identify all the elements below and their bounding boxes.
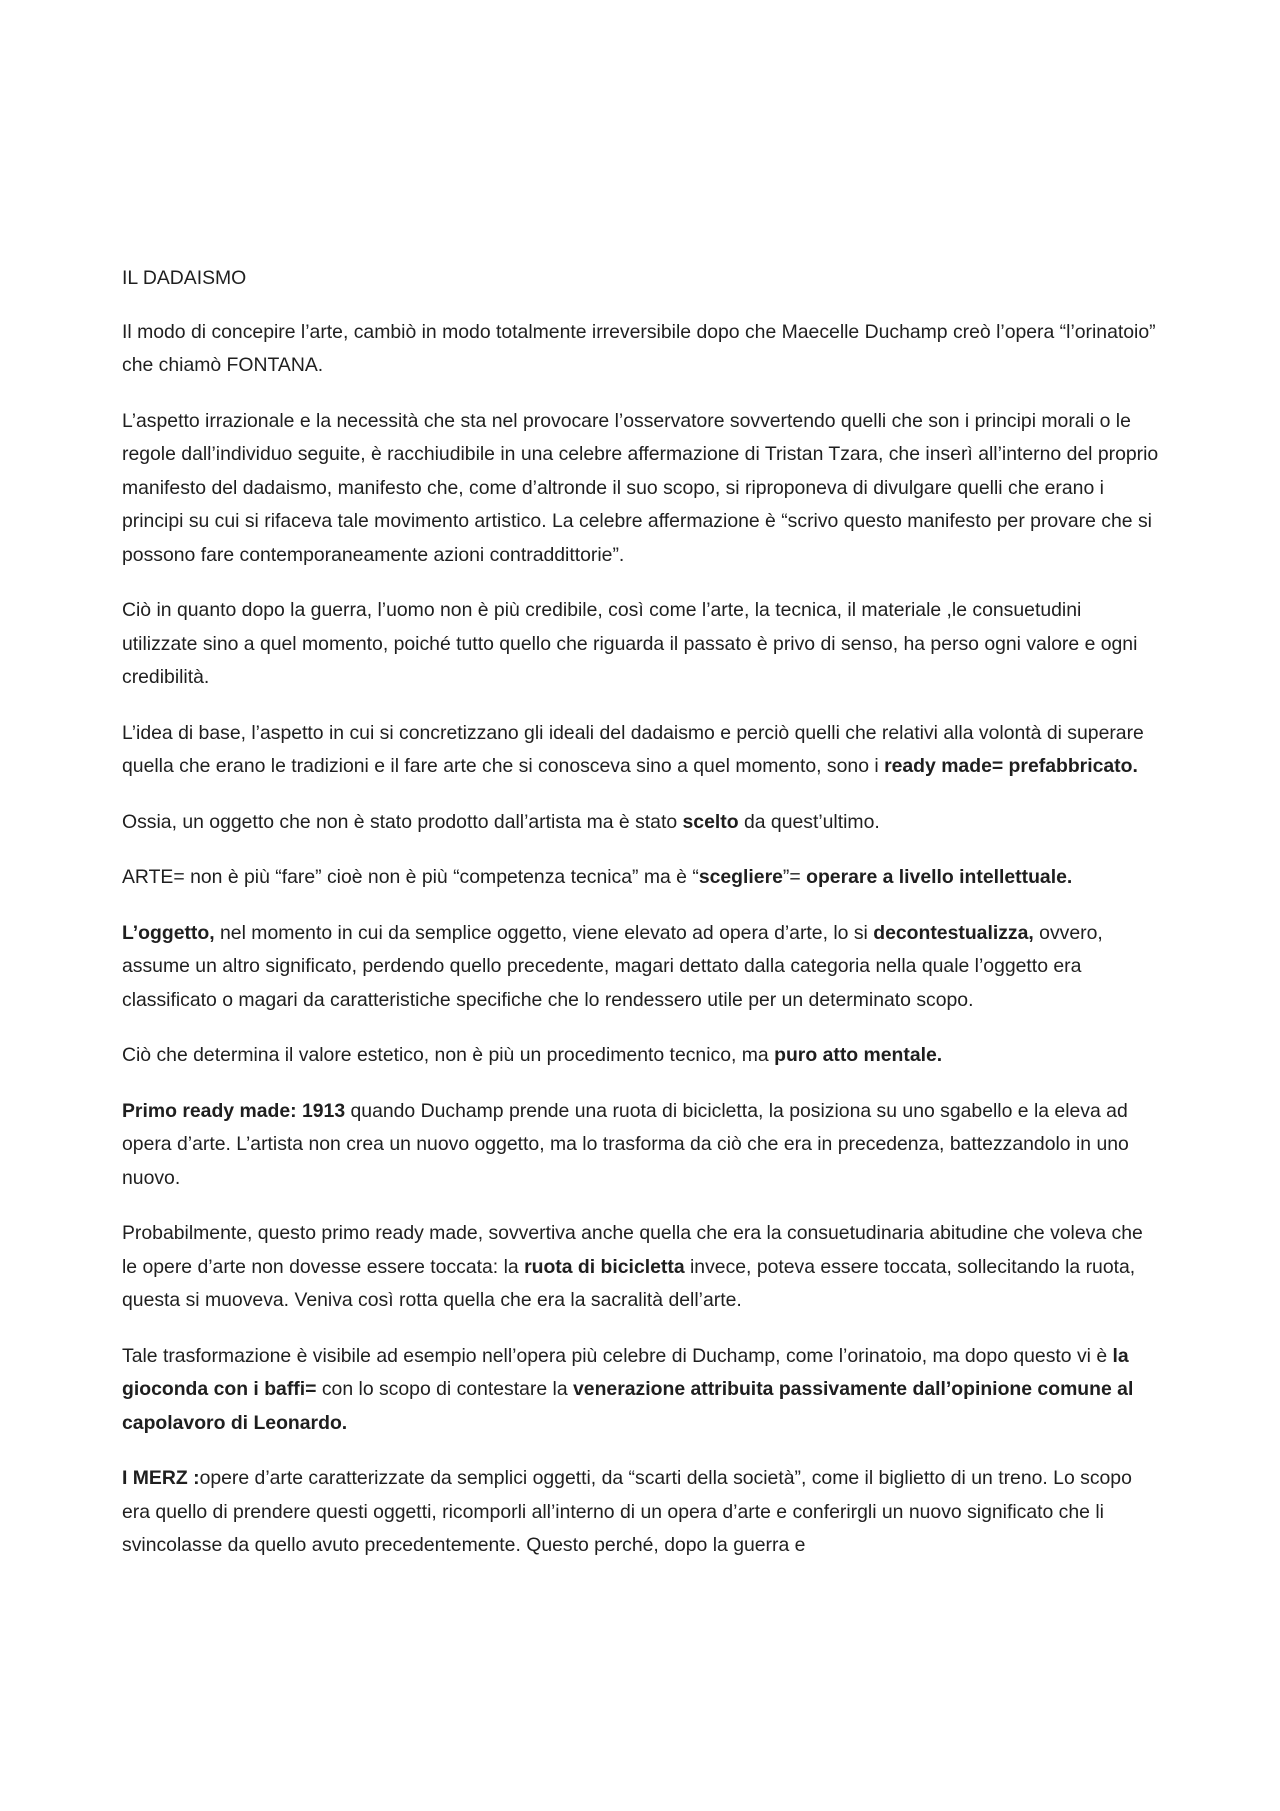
text-run: nel momento in cui da semplice oggetto, viene elevato ad opera d’arte, lo si <box>214 921 874 944</box>
bold-text: ready made= prefabbricato. <box>884 755 1138 777</box>
text-run: L’aspetto irrazionale e la necessità che sta nel provocare l’osservatore sovvertendo quelli che son i principi morali o le regole dall’individuo seguite, è racchiudibile in una celebre affermazione di Tristan Tzara, che inserì all’interno del proprio manifesto del dadaismo, manifesto che, come d’altronde il suo scopo, si riproponeva di divulgare quelli che erano i principi su cui si rifaceva tale movimento artistico. La celebre affermazione è “scrivo questo manifesto per provare che si possono fare contemporaneamente azioni contraddittorie”. <box>122 409 1159 566</box>
text-run: quando Duchamp prende una ruota di bicicletta, la posiziona su uno sgabello e la eleva ad opera d’arte. L’artista non crea un nuovo oggetto, ma lo trasforma da ciò che era in precedenza, battezzandolo in uno nuovo. <box>122 1099 1129 1189</box>
paragraph <box>122 1340 1162 1441</box>
paragraph <box>122 806 1162 840</box>
text-run: Il modo di concepire l’arte, cambiò in modo totalmente irreversibile dopo che Maecelle Duchamp creò l’opera “l’orinatoio” che chiamò FONTANA. <box>122 320 1156 376</box>
bold-text: operare a livello intellettuale. <box>806 866 1073 888</box>
paragraph <box>122 594 1162 695</box>
paragraph <box>122 717 1162 784</box>
paragraph <box>122 405 1162 573</box>
paragraph <box>122 1095 1162 1196</box>
bold-text: decontestualizza, <box>873 921 1034 944</box>
text-run: con lo scopo di contestare la <box>316 1378 574 1400</box>
bold-text: Primo ready made: 1913 <box>122 1099 346 1122</box>
paragraph <box>122 1217 1162 1318</box>
paragraph <box>122 1462 1162 1563</box>
text-run: Probabilmente, questo primo ready made, sovvertiva anche quella che era la consuetudinaria abitudine che voleva che le opere d’arte non dovesse essere toccata: la <box>122 1222 1143 1278</box>
paragraph <box>122 316 1162 383</box>
bold-text: scelto <box>682 810 739 833</box>
bold-text: I MERZ : <box>122 1467 200 1489</box>
paragraph <box>122 917 1162 1018</box>
text-run: Tale trasformazione è visibile ad esempio nell’opera più celebre di Duchamp, come l’orinatoio, ma dopo questo vi è <box>122 1344 1113 1367</box>
bold-text: venerazione attribuita passivamente dall’opinione comune al capolavoro di Leonardo. <box>122 1378 1134 1434</box>
text-run: Ciò in quanto dopo la guerra, l’uomo non è più credibile, così come l’arte, la tecnica, il materiale ,le consuetudini utilizzate sino a quel momento, poiché tutto quello che riguarda il passato è privo di senso, ha perso ogni valore e ogni credibilità. <box>122 599 1138 688</box>
bold-text: ruota di bicicletta <box>524 1255 685 1278</box>
bold-text: la gioconda con i baffi= <box>122 1344 1129 1400</box>
paragraph <box>122 1039 1162 1073</box>
text-run: da quest’ultimo. <box>738 810 880 833</box>
bold-text: puro atto mentale. <box>774 1044 943 1066</box>
bold-text: scegliere <box>698 866 783 888</box>
bold-text: L’oggetto, <box>122 921 215 944</box>
text-run: Ossia, un oggetto che non è stato prodotto dall’artista ma è stato <box>122 810 683 833</box>
text-run: Ciò che determina il valore estetico, non è più un procedimento tecnico, ma <box>122 1044 775 1066</box>
document-title: IL DADAISMO <box>122 267 247 289</box>
text-run: ovvero, assume un altro significato, perdendo quello precedente, magari dettato dalla categoria nella quale l’oggetto era classificato o magari da caratteristiche specifiche che lo rendessero utile per un determinato scopo. <box>122 921 1103 1011</box>
document-page <box>122 262 1162 1585</box>
text-run: invece, poteva essere toccata, sollecitando la ruota, questa si muoveva. Veniva così rotta quella che era la sacralità dell’arte. <box>122 1255 1136 1311</box>
text-run: ARTE= non è più “fare” cioè non è più “competenza tecnica” ma è “ <box>122 866 699 888</box>
document-body <box>122 316 1162 1563</box>
text-run: L’idea di base, l’aspetto in cui si concretizzano gli ideali del dadaismo e perciò quelli che relativi alla volontà di superare quella che erano le tradizioni e il fare arte che si conosceva sino a quel momento, sono i <box>122 721 1144 777</box>
paragraph <box>122 861 1162 895</box>
text-run: opere d’arte caratterizzate da semplici oggetti, da “scarti della società”, come il biglietto di un treno. Lo scopo era quello di prendere questi oggetti, ricomporli all’interno di un opera d’arte e conferirgli un nuovo significato che li svincolasse da quello avuto precedentemente. Questo perché, dopo la guerra e <box>122 1467 1132 1556</box>
text-run: ”= <box>782 866 807 888</box>
